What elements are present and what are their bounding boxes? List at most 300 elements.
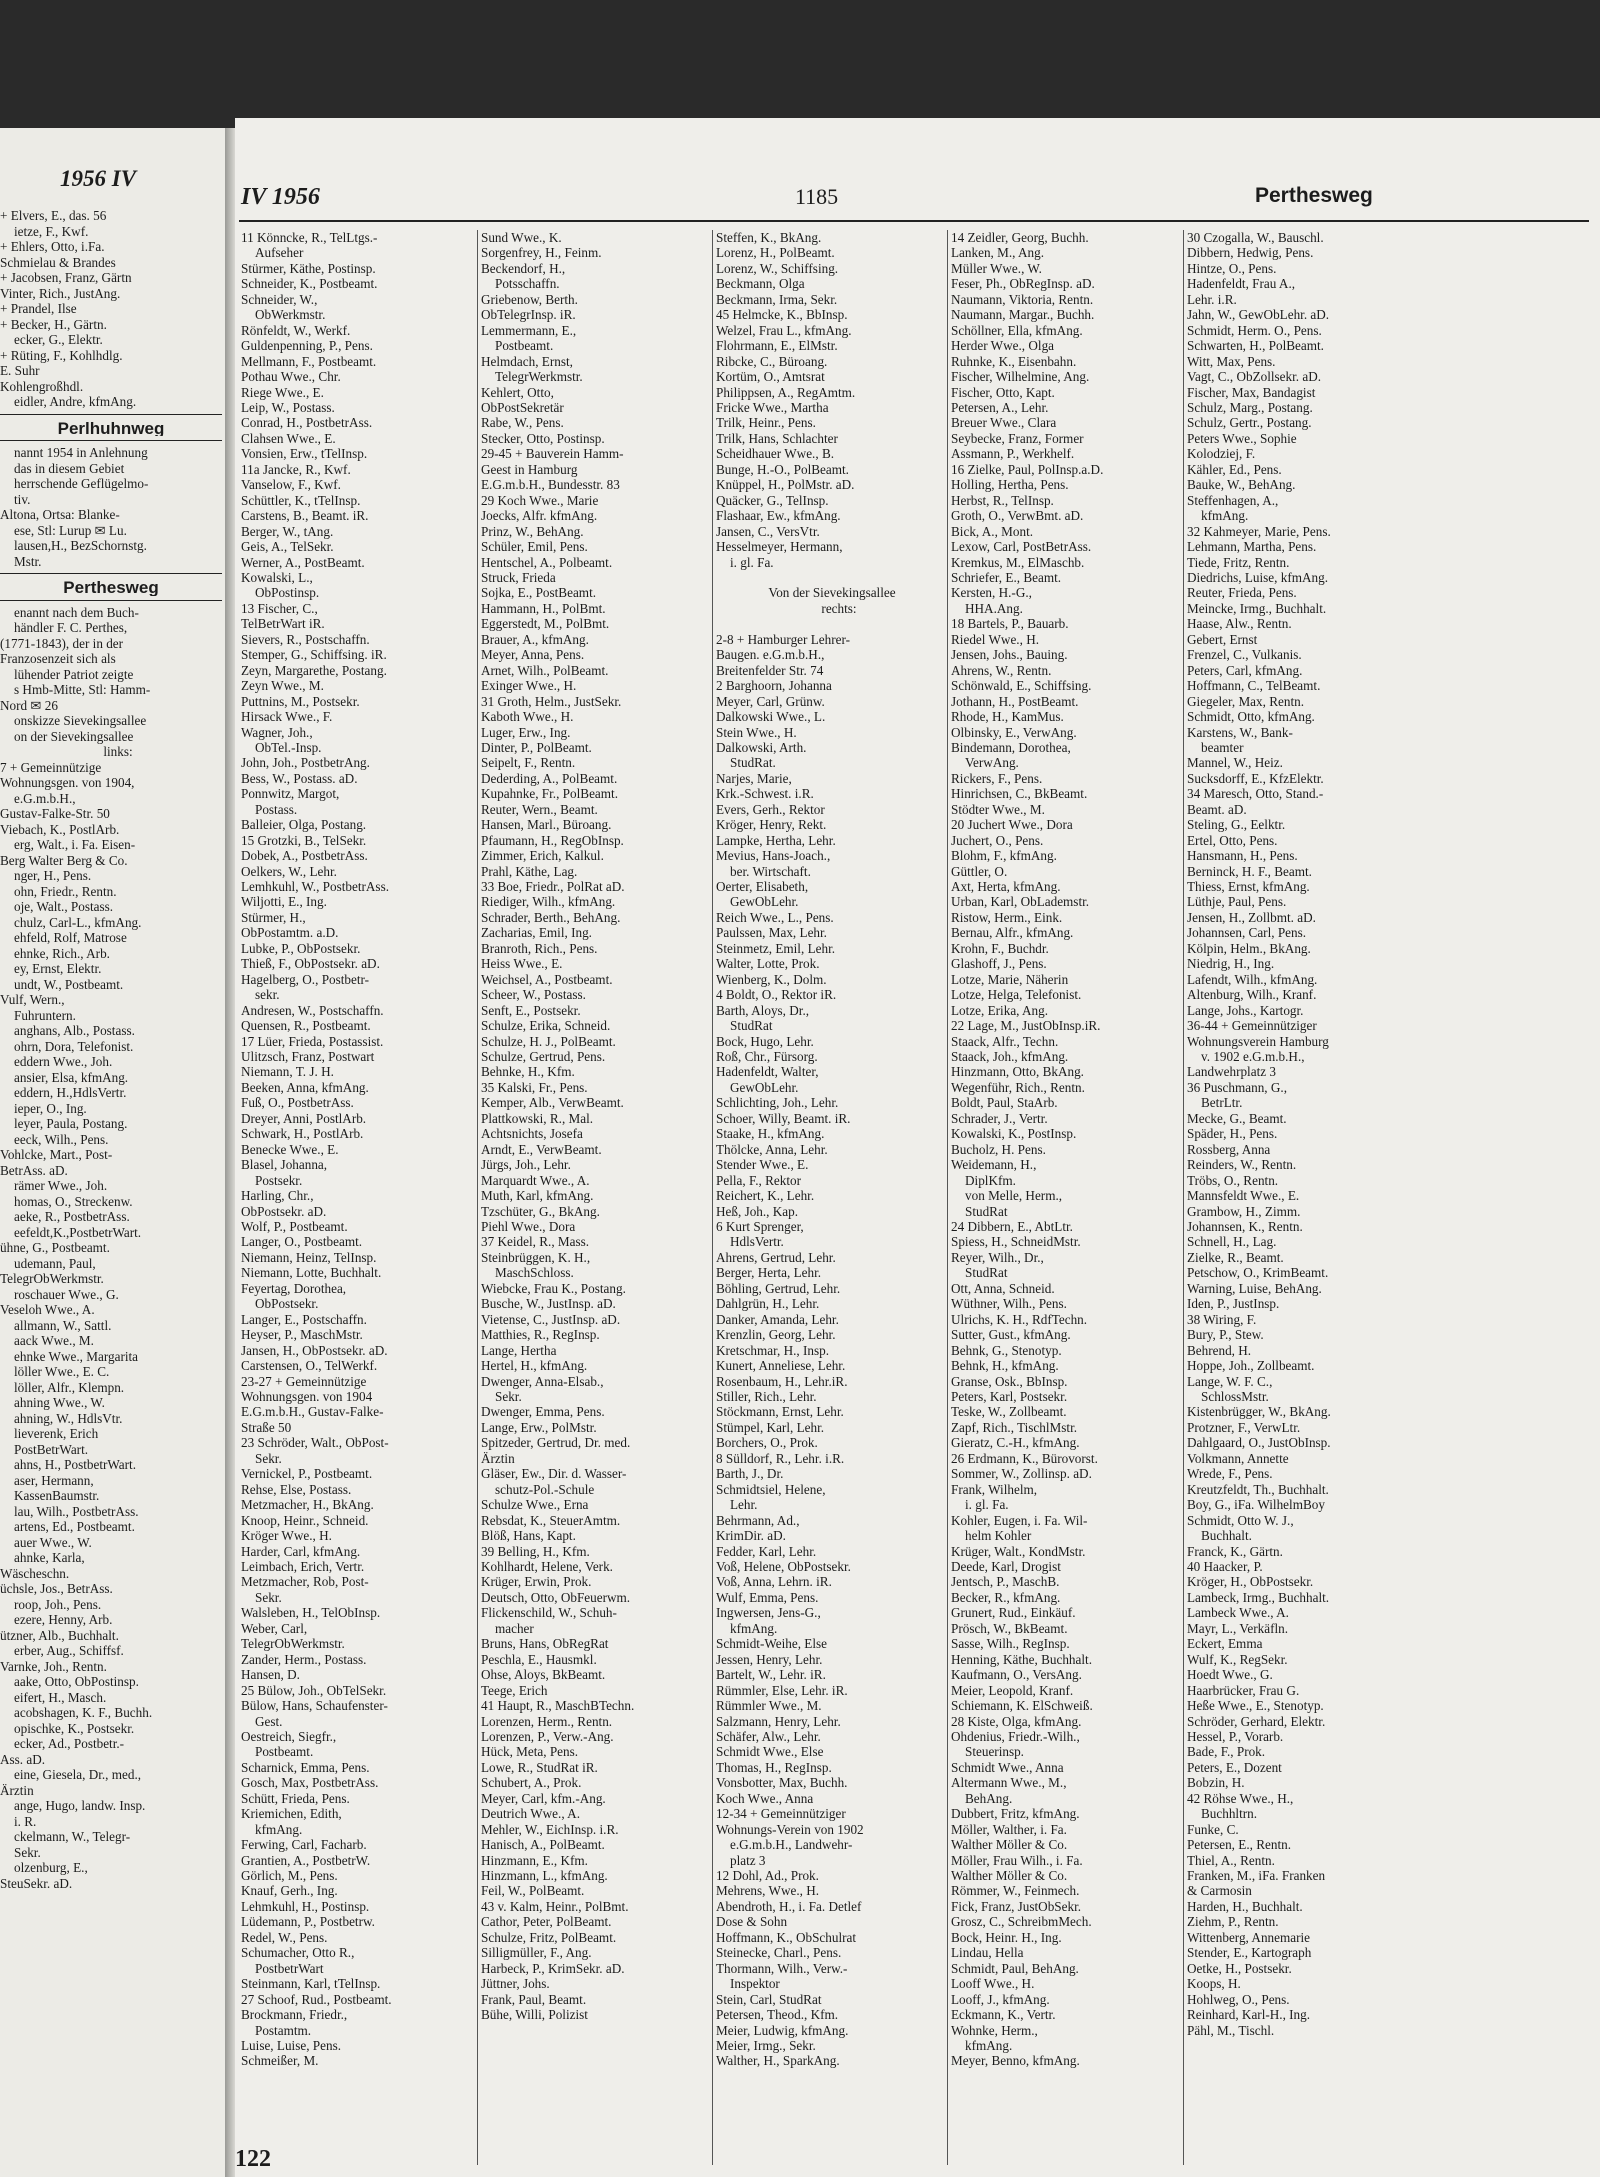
directory-entry: Schumacher, Otto R., — [241, 1945, 355, 1961]
directory-entry: GewObLehr. — [730, 1079, 799, 1095]
directory-entry: Heyser, P., MaschMstr. — [241, 1327, 363, 1343]
directory-entry: Mehrens, Wwe., H. — [716, 1883, 820, 1899]
directory-line: roschauer Wwe., G. — [14, 1286, 119, 1302]
directory-entry: Meier, Ludwig, kfmAng. — [716, 2022, 849, 2038]
directory-entry: Steinmetz, Emil, Lehr. — [716, 940, 836, 956]
directory-entry: Olbinsky, E., VerwAng. — [951, 724, 1077, 740]
directory-line: e.G.m.b.H., — [14, 790, 76, 806]
directory-entry: Behnke, H., Kfm. — [481, 1064, 575, 1080]
directory-line: Varnke, Joh., Rentn. — [0, 1658, 107, 1674]
directory-entry: Clahsen Wwe., E. — [241, 430, 336, 446]
directory-entry: Ohse, Aloys, BkBeamt. — [481, 1667, 606, 1683]
directory-entry: Lorenzen, P., Verw.-Ang. — [481, 1728, 614, 1744]
directory-line: 7 + Gemeinnützige — [0, 759, 102, 775]
directory-entry: Glashoff, J., Pens. — [951, 956, 1047, 972]
directory-entry: Dederding, A., PolBeamt. — [481, 770, 618, 786]
left-page — [0, 128, 225, 2177]
directory-line: löller, Alfr., Klempn. — [14, 1379, 125, 1395]
directory-entry: Hessel, P., Vorarb. — [1187, 1728, 1284, 1744]
directory-entry: Lindau, Hella — [951, 1945, 1024, 1961]
directory-entry: MaschSchloss. — [495, 1265, 574, 1281]
directory-entry: Stümpel, Karl, Lehr. — [716, 1419, 825, 1435]
directory-line: leyer, Paula, Postang. — [14, 1116, 128, 1131]
directory-entry: Flashaar, Ew., kfmAng. — [716, 508, 841, 524]
directory-entry: Carstens, B., Beamt. iR. — [241, 508, 369, 524]
directory-entry: Thölcke, Anna, Lehr. — [716, 1141, 828, 1157]
directory-entry: Schwark, H., PostlArb. — [241, 1126, 364, 1142]
page-header-street: Perthesweg — [1255, 184, 1373, 207]
directory-entry: Dreyer, Anni, PostlArb. — [241, 1110, 367, 1126]
directory-entry: Von der Sievekingsallee — [768, 585, 896, 601]
directory-entry: Sorgenfrey, H., Feinm. — [481, 245, 602, 261]
directory-entry: Abendroth, H., i. Fa. Detlef — [716, 1898, 862, 1914]
directory-entry: Becker, R., kfmAng. — [951, 1589, 1061, 1605]
directory-entry: ObPostamtm. a.D. — [241, 925, 339, 941]
directory-entry: GewObLehr. — [730, 894, 799, 910]
directory-entry — [716, 616, 948, 631]
directory-entry: e.G.m.b.H., Landwehr- — [730, 1837, 853, 1853]
directory-entry: Stemper, G., Schiffsing. iR. — [241, 647, 387, 663]
directory-entry: Arnet, Wilh., PolBeamt. — [481, 662, 609, 678]
directory-line: PostBetrWart. — [14, 1441, 89, 1457]
left-lines-a — [0, 208, 222, 410]
directory-entry: Gest. — [255, 1713, 283, 1729]
directory-entry: Möller, Walther, i. Fa. — [951, 1821, 1067, 1837]
directory-entry: Heß, Joh., Kap. — [716, 1203, 799, 1219]
directory-entry: Flickenschild, W., Schuh- — [481, 1605, 617, 1621]
directory-entry: Stöckmann, Ernst, Lehr. — [716, 1404, 844, 1420]
directory-line: ühne, G., Postbeamt. — [0, 1240, 110, 1255]
directory-entry: 6 Kurt Sprenger, — [716, 1219, 804, 1234]
directory-entry: Metzmacher, H., BkAng. — [241, 1497, 374, 1513]
directory-entry: Sievers, R., Postschaffn. — [241, 631, 370, 647]
directory-entry: Hirsack Wwe., F. — [241, 709, 333, 725]
directory-entry: Haarbrücker, Frau G. — [1187, 1682, 1300, 1698]
directory-entry: Muth, Karl, kfmAng. — [481, 1188, 594, 1204]
directory-entry: Peschla, E., Hausmkl. — [481, 1651, 597, 1667]
directory-entry: Vonsbotter, Max, Buchh. — [716, 1775, 848, 1791]
directory-entry: Quensen, R., Postbeamt. — [241, 1018, 371, 1034]
directory-entry: 24 Dibbern, E., AbtLtr. — [951, 1219, 1073, 1234]
directory-entry: Beamt. aD. — [1187, 801, 1247, 817]
directory-entry: Naumann, Margar., Buchh. — [951, 307, 1095, 323]
directory-entry: Hansen, D. — [241, 1667, 300, 1683]
directory-entry: Ristow, Herm., Eink. — [951, 909, 1063, 925]
directory-line: aake, Otto, ObPostinsp. — [14, 1674, 139, 1689]
directory-entry: HHA.Ang. — [965, 600, 1023, 616]
directory-entry: Fischer, Otto, Kapt. — [951, 384, 1055, 400]
directory-entry: Dwenger, Anna-Elsab., — [481, 1373, 604, 1389]
directory-entry: sekr. — [255, 987, 280, 1003]
directory-entry: Lanken, M., Ang. — [951, 245, 1045, 261]
directory-line: ieper, O., Ing. — [14, 1100, 87, 1116]
directory-entry: Hansen, Marl., Büroang. — [481, 817, 612, 833]
directory-entry: Rebsdat, K., SteuerAmtm. — [481, 1512, 621, 1528]
directory-entry: Peters, Carl, kfmAng. — [1187, 662, 1303, 678]
directory-entry: Schüler, Emil, Pens. — [481, 539, 588, 555]
directory-entry: Landwehrplatz 3 — [1187, 1064, 1276, 1080]
directory-entry: Sekr. — [495, 1388, 522, 1404]
directory-entry: Fricke Wwe., Martha — [716, 399, 829, 415]
directory-entry: Ferwing, Carl, Facharb. — [241, 1837, 367, 1853]
directory-entry: VerwAng. — [965, 755, 1019, 771]
directory-entry: Bauke, W., BehAng. — [1187, 477, 1296, 493]
directory-entry: Steinmann, Karl, tTelInsp. — [241, 1976, 381, 1992]
directory-entry: Schulze, H. J., PolBeamt. — [481, 1033, 616, 1049]
directory-entry: Hoppe, Joh., Zollbeamt. — [1187, 1358, 1315, 1374]
directory-entry: Mellmann, F., Postbeamt. — [241, 353, 377, 369]
directory-entry: Altermann Wwe., M., — [951, 1775, 1067, 1791]
directory-entry: Conrad, H., PostbetrAss. — [241, 415, 373, 431]
directory-entry: 37 Keidel, R., Mass. — [481, 1234, 590, 1250]
directory-entry: Ruhnke, K., Eisenbahn. — [951, 353, 1077, 369]
directory-line: enannt nach dem Buch- — [14, 604, 139, 620]
directory-entry: Guldenpenning, P., Pens. — [241, 338, 373, 354]
directory-entry: Heiss Wwe., E. — [481, 956, 563, 972]
directory-line: ckelmann, W., Telegr- — [14, 1829, 131, 1844]
directory-line: erber, Aug., Schiffsf. — [14, 1643, 124, 1658]
directory-entry: Ponnwitz, Margot, — [241, 786, 340, 802]
directory-entry: Kowalski, K., PostInsp. — [951, 1126, 1077, 1142]
directory-column-4 — [951, 230, 1183, 2170]
directory-entry: i. gl. Fa. — [965, 1497, 1009, 1513]
directory-entry: Schöllner, Ella, kfmAng. — [951, 322, 1083, 338]
directory-line: Fuhruntern. — [14, 1007, 76, 1023]
directory-entry: Sund Wwe., K. — [481, 230, 562, 245]
directory-entry: Kaboth Wwe., H. — [481, 709, 574, 725]
directory-entry: Lüdemann, P., Postbetrw. — [241, 1914, 375, 1930]
page-header-left: IV 1956 — [241, 184, 320, 210]
directory-entry: Schiemann, K. ElSchweiß. — [951, 1698, 1093, 1714]
directory-entry: Görlich, M., Pens. — [241, 1868, 338, 1884]
directory-entry: Pfaumann, H., RegObInsp. — [481, 832, 624, 848]
directory-entry: Rönfeldt, W., Werkf. — [241, 322, 351, 338]
directory-entry: Meier, Leopold, Kranf. — [951, 1682, 1074, 1698]
directory-entry: Hoedt Wwe., G. — [1187, 1667, 1273, 1683]
directory-entry: 15 Grotzki, B., TelSekr. — [241, 832, 367, 848]
directory-entry: Knauf, Gerh., Ing. — [241, 1883, 338, 1899]
directory-line: eddern, H.,HdlsVertr. — [14, 1085, 127, 1100]
directory-entry: Jürgs, Joh., Lehr. — [481, 1157, 571, 1173]
directory-entry: Tiede, Fritz, Rentn. — [1187, 554, 1290, 570]
directory-line: (1771-1843), der in der — [0, 635, 124, 651]
directory-line: ehnke, Rich., Arb. — [14, 945, 110, 961]
directory-entry: Weidemann, H., — [951, 1157, 1037, 1173]
directory-line: Ärztin — [0, 1782, 34, 1798]
directory-entry: Tzschüter, G., BkAng. — [481, 1203, 600, 1219]
directory-line: allmann, W., Sattl. — [14, 1317, 112, 1333]
directory-entry: Schmidt-Weihe, Else — [716, 1636, 828, 1652]
directory-line: nger, H., Pens. — [14, 868, 92, 883]
directory-entry: Lehmann, Martha, Pens. — [1187, 539, 1317, 555]
directory-line: Berg Walter Berg & Co. — [0, 852, 128, 868]
directory-entry: Fedder, Karl, Lehr. — [716, 1543, 817, 1559]
directory-entry: Pothau Wwe., Chr. — [241, 369, 341, 385]
directory-entry: StudRat — [965, 1265, 1008, 1281]
directory-entry: Petschow, O., KrimBeamt. — [1187, 1265, 1329, 1281]
directory-entry: 32 Kahmeyer, Marie, Pens. — [1187, 523, 1331, 539]
directory-entry: Oestreich, Siegfr., — [241, 1728, 337, 1744]
directory-entry: Franken, M., iFa. Franken — [1187, 1868, 1326, 1884]
directory-entry: Stödter Wwe., M. — [951, 801, 1045, 817]
directory-entry: Wiljotti, E., Ing. — [241, 894, 327, 910]
directory-entry: Jothann, H., PostBeamt. — [951, 693, 1079, 709]
directory-entry: Walther Möller & Co. — [951, 1868, 1068, 1884]
directory-entry: Lotze, Helga, Telefonist. — [951, 987, 1082, 1003]
directory-entry: Geis, A., TelSekr. — [241, 539, 334, 555]
directory-entry: ObPostinsp. — [255, 585, 320, 601]
directory-entry: Oelkers, W., Lehr. — [241, 863, 337, 879]
directory-entry: Lange, Hertha — [481, 1342, 557, 1358]
directory-entry: Kohler, Eugen, i. Fa. Wil- — [951, 1512, 1088, 1528]
directory-entry: BetrLtr. — [1201, 1095, 1243, 1111]
directory-entry: Wüthner, Wilh., Pens. — [951, 1296, 1067, 1312]
directory-entry: Kremkus, M., ElMaschb. — [951, 554, 1085, 570]
directory-entry: Assmann, P., Werkhelf. — [951, 446, 1075, 462]
directory-entry: 13 Fischer, C., — [241, 600, 318, 616]
directory-entry: Metzmacher, Rob, Post- — [241, 1574, 369, 1590]
directory-entry: 36-44 + Gemeinnütziger — [1187, 1018, 1317, 1034]
directory-entry: Stecker, Otto, Postinsp. — [481, 430, 605, 446]
directory-entry: Koch Wwe., Anna — [716, 1790, 814, 1806]
directory-entry: Franck, K., Gärtn. — [1187, 1543, 1283, 1559]
directory-entry: Vonsien, Erw., tTelInsp. — [241, 446, 368, 462]
directory-line: Gustav-Falke-Str. 50 — [0, 806, 110, 821]
directory-entry: Bucholz, H. Pens. — [951, 1141, 1046, 1157]
directory-entry: ber. Wirtschaft. — [730, 863, 811, 879]
directory-entry: 38 Wiring, F. — [1187, 1311, 1257, 1327]
directory-entry: Ulitzsch, Franz, Postwart — [241, 1049, 375, 1065]
column-divider — [712, 230, 713, 2165]
directory-entry: Müller Wwe., W. — [951, 260, 1042, 276]
directory-line: oje, Walt., Postass. — [14, 899, 114, 914]
directory-entry: Lorenz, H., PolBeamt. — [716, 245, 835, 261]
directory-entry: Andresen, W., Postschaffn. — [241, 1002, 384, 1018]
directory-entry: Schubert, A., Prok. — [481, 1775, 582, 1791]
directory-entry: Bühe, Willi, Polizist — [481, 2007, 588, 2023]
directory-entry: Rosenbaum, H., Lehr.iR. — [716, 1373, 848, 1389]
directory-entry: Hinzmann, L., kfmAng. — [481, 1868, 608, 1884]
directory-line: eifert, H., Masch. — [14, 1689, 107, 1705]
directory-entry: Juchert, O., Pens. — [951, 832, 1044, 848]
directory-line: + Becker, H., Gärtn. — [0, 316, 107, 332]
directory-entry: ObPostsekr. — [255, 1296, 319, 1312]
directory-entry: Dinter, P., PolBeamt. — [481, 739, 592, 755]
directory-entry: Hansmann, H., Pens. — [1187, 848, 1298, 864]
directory-entry: Zapf, Rich., TischlMstr. — [951, 1419, 1078, 1435]
directory-entry: Hoffmann, K., ObSchulrat — [716, 1929, 857, 1945]
directory-entry: Riedel Wwe., H. — [951, 631, 1040, 647]
directory-entry: Eggerstedt, M., PolBmt. — [481, 616, 610, 632]
directory-entry: 20 Juchert Wwe., Dora — [951, 817, 1073, 833]
directory-line: ecker, G., Elektr. — [14, 332, 103, 347]
directory-entry: DiplKfm. — [965, 1172, 1016, 1188]
directory-entry: Feil, W., PolBeamt. — [481, 1883, 585, 1899]
directory-line: Ass. aD. — [0, 1751, 46, 1767]
directory-entry: Achtsnichts, Josefa — [481, 1126, 583, 1142]
directory-entry: PostbetrWart — [255, 1960, 324, 1976]
directory-line: artens, Ed., Postbeamt. — [14, 1519, 135, 1534]
directory-line: Nord ✉ 26 — [0, 697, 58, 713]
directory-line: eddern Wwe., Joh. — [14, 1054, 113, 1069]
directory-line: Schmielau & Brandes — [0, 254, 116, 270]
directory-entry: i. gl. Fa. — [730, 554, 774, 570]
directory-entry: Kupahnke, Fr., PolBeamt. — [481, 786, 618, 802]
book-gutter — [225, 128, 235, 2177]
directory-entry: Schmidt, Otto, kfmAng. — [1187, 709, 1315, 725]
directory-entry: Bick, A., Mont. — [951, 523, 1034, 539]
directory-line: ietze, F., Kwf. — [14, 223, 89, 239]
directory-entry: Schmeißer, M. — [241, 2053, 319, 2069]
directory-entry: Dwenger, Emma, Pens. — [481, 1404, 605, 1420]
directory-entry: Urban, Karl, ObLademstr. — [951, 894, 1090, 910]
directory-entry: Schulze, Erika, Schneid. — [481, 1018, 611, 1034]
directory-entry: E.G.m.b.H., Gustav-Falke- — [241, 1404, 384, 1420]
directory-entry: Piehl Wwe., Dora — [481, 1219, 576, 1234]
directory-entry: ObTel.-Insp. — [255, 739, 322, 755]
directory-entry: Gläser, Ew., Dir. d. Wasser- — [481, 1466, 627, 1482]
directory-entry: Dubbert, Fritz, kfmAng. — [951, 1806, 1080, 1822]
directory-entry: Lampke, Hertha, Lehr. — [716, 832, 836, 848]
directory-entry: Mevius, Hans-Joach., — [716, 848, 831, 864]
directory-entry: Wohnke, Herm., — [951, 2022, 1038, 2038]
directory-entry: Joecks, Alfr. kfmAng. — [481, 508, 598, 524]
directory-entry: Niemann, Lotte, Buchhalt. — [241, 1265, 382, 1281]
directory-entry: Cathor, Peter, PolBeamt. — [481, 1914, 612, 1930]
divider — [0, 600, 222, 601]
directory-entry: 28 Kiste, Olga, kfmAng. — [951, 1713, 1082, 1729]
directory-entry: Steinecke, Charl., Pens. — [716, 1945, 842, 1961]
directory-line: ahns, H., PostbetrWart. — [14, 1457, 137, 1472]
directory-entry: TelegrObWerkmstr. — [241, 1636, 345, 1652]
directory-entry: Trilk, Heinr., Pens. — [716, 415, 816, 431]
directory-entry: Zielke, R., Beamt. — [1187, 1249, 1284, 1265]
directory-entry: Johannsen, K., Rentn. — [1187, 1219, 1303, 1234]
directory-entry: Brockmann, Friedr., — [241, 2007, 348, 2023]
directory-entry: Ahrens, Gertrud, Lehr. — [716, 1249, 836, 1265]
directory-entry: Hintze, O., Pens. — [1187, 260, 1277, 276]
directory-entry: Thiel, A., Rentn. — [1187, 1852, 1275, 1868]
directory-entry: 16 Zielke, Paul, PolInsp.a.D. — [951, 461, 1104, 477]
directory-entry: Kriemichen, Edith, — [241, 1806, 342, 1822]
directory-entry: Kaufmann, O., VersAng. — [951, 1667, 1082, 1683]
directory-entry: Zimmer, Erich, Kalkul. — [481, 848, 604, 864]
directory-entry: Giegeler, Max, Rentn. — [1187, 693, 1305, 709]
directory-line: üchsle, Jos., BetrAss. — [0, 1581, 113, 1596]
left-page-column — [0, 208, 222, 1891]
directory-entry: Thieß, F., ObPostsekr. aD. — [241, 956, 380, 972]
directory-entry: Volkmann, Annette — [1187, 1450, 1289, 1466]
directory-entry: Frenzel, C., Vulkanis. — [1187, 647, 1302, 663]
directory-entry: macher — [495, 1620, 534, 1636]
directory-entry: Meyer, Benno, kfmAng. — [951, 2053, 1080, 2069]
column-divider — [947, 230, 948, 2165]
directory-entry: Gebert, Ernst — [1187, 631, 1258, 647]
directory-entry: Rehse, Else, Postass. — [241, 1481, 352, 1497]
directory-entry: Meyer, Carl, Grünw. — [716, 693, 825, 709]
directory-entry: Postsekr. — [255, 1172, 303, 1188]
directory-entry: Schröder, Gerhard, Elektr. — [1187, 1713, 1326, 1729]
directory-entry: HdlsVertr. — [730, 1234, 784, 1250]
directory-entry: Prahl, Käthe, Lag. — [481, 863, 578, 879]
directory-entry: Seipelt, F., Rentn. — [481, 755, 576, 771]
directory-entry: Arndt, E., VerwBeamt. — [481, 1141, 602, 1157]
directory-entry: Wiebcke, Frau K., Postang. — [481, 1280, 626, 1296]
directory-entry: Oetke, H., Postsekr. — [1187, 1960, 1292, 1976]
directory-entry: Roß, Chr., Fürsorg. — [716, 1049, 818, 1065]
directory-entry: 26 Erdmann, K., Bürovorst. — [951, 1450, 1098, 1466]
directory-entry: Potsschaffn. — [495, 276, 560, 292]
directory-entry: Jansen, C., VersVtr. — [716, 523, 820, 539]
directory-entry: Wulf, Emma, Pens. — [716, 1589, 819, 1605]
directory-line: ahning, W., HdlsVtr. — [14, 1410, 123, 1426]
directory-entry: Bartelt, W., Lehr. iR. — [716, 1667, 826, 1683]
directory-entry: Peters, Karl, Postsekr. — [951, 1388, 1068, 1404]
directory-entry: 27 Schoof, Rud., Postbeamt. — [241, 1991, 392, 2007]
directory-entry: Berger, W., tAng. — [241, 523, 334, 539]
directory-entry: Schrader, J., Vertr. — [951, 1110, 1048, 1126]
directory-entry: E.G.m.b.H., Bundesstr. 83 — [481, 477, 620, 493]
directory-entry: Schulz, Gertr., Postang. — [1187, 415, 1312, 431]
directory-entry: Kröger Wwe., H. — [241, 1528, 332, 1544]
directory-column-3 — [716, 230, 948, 2170]
directory-entry: Bade, F., Prok. — [1187, 1744, 1266, 1760]
directory-entry: Deutsch, Otto, ObFeuerwm. — [481, 1589, 631, 1605]
directory-entry: Looff, J., kfmAng. — [951, 1991, 1050, 2007]
directory-entry: Behrend, H. — [1187, 1342, 1252, 1358]
directory-entry: Barth, Aloys, Dr., — [716, 1002, 810, 1018]
directory-line: Veseloh Wwe., A. — [0, 1302, 95, 1317]
directory-entry: Postass. — [255, 801, 298, 817]
directory-entry: 45 Helmcke, K., BbInsp. — [716, 307, 848, 323]
directory-entry: Kowalski, L., — [241, 569, 313, 585]
directory-entry: ObPostsekr. aD. — [241, 1203, 327, 1219]
directory-line: s Hmb-Mitte, Stl: Hamm- — [14, 682, 151, 697]
directory-entry: Schlichting, Joh., Lehr. — [716, 1095, 839, 1111]
directory-entry: Harden, H., Buchhalt. — [1187, 1898, 1303, 1914]
directory-entry: Lorenz, W., Schiffsing. — [716, 260, 839, 276]
directory-line: Franzosenzeit sich als — [0, 651, 116, 666]
directory-entry: Böhling, Gertrud, Lehr. — [716, 1280, 841, 1296]
directory-line: tiv. — [14, 491, 31, 507]
directory-entry: Kölpin, Helm., BkAng. — [1187, 940, 1311, 956]
directory-entry: Ohdenius, Friedr.-Wilh., — [951, 1728, 1080, 1744]
directory-line: händler F. C. Perthes, — [14, 620, 128, 635]
directory-entry: Grunert, Rud., Einkäuf. — [951, 1605, 1076, 1621]
directory-column-2 — [481, 230, 713, 2170]
directory-entry: Aufseher — [255, 245, 304, 261]
directory-entry: Hentschel, A., Polbeamt. — [481, 554, 613, 570]
directory-entry: Steinbrüggen, K. H., — [481, 1249, 591, 1265]
directory-entry: Bruns, Hans, ObRegRat — [481, 1636, 609, 1652]
directory-entry: Meincke, Irmg., Buchhalt. — [1187, 600, 1327, 616]
directory-entry: Thiess, Ernst, kfmAng. — [1187, 879, 1310, 895]
directory-entry: 31 Groth, Helm., JustSekr. — [481, 693, 622, 709]
directory-entry — [716, 570, 948, 585]
directory-line: eeck, Wilh., Pens. — [14, 1131, 109, 1147]
directory-entry: Frank, Wilhelm, — [951, 1481, 1038, 1497]
directory-entry: Peters, E., Dozent — [1187, 1759, 1282, 1775]
directory-entry: Weichsel, A., Postbeamt. — [481, 971, 613, 987]
directory-entry: beamter — [1201, 739, 1244, 755]
directory-entry: Evers, Gerh., Rektor — [716, 801, 825, 817]
directory-entry: Bülow, Hans, Schaufenster- — [241, 1698, 388, 1714]
directory-entry: Blohm, F., kfmAng. — [951, 848, 1057, 864]
directory-entry: Welzel, Frau L., kfmAng. — [716, 322, 852, 338]
directory-entry: Petersen, E., Rentn. — [1187, 1837, 1292, 1853]
directory-entry: Kreutzfeldt, Th., Buchhalt. — [1187, 1481, 1329, 1497]
directory-entry: Postbeamt. — [495, 338, 554, 354]
